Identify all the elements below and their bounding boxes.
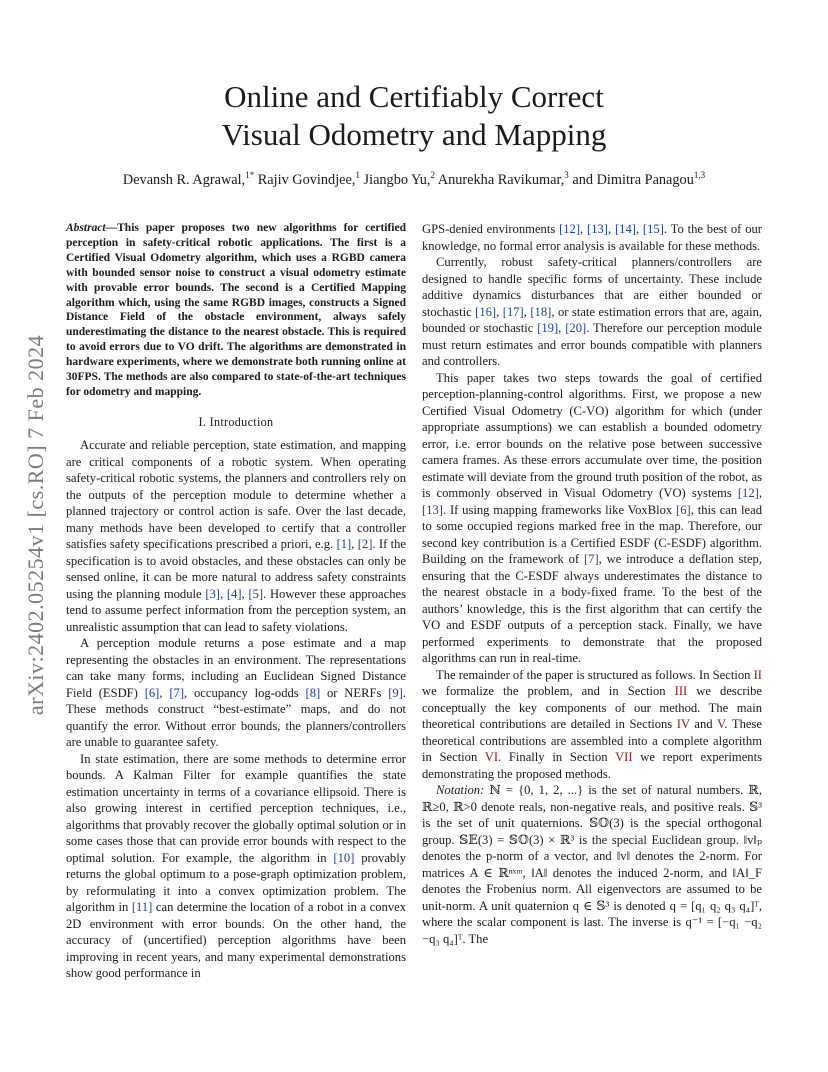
affiliation-mark: 1,3 [693, 170, 706, 181]
left-column [66, 221, 406, 982]
author-name: Anurekha Ravikumar, [435, 172, 565, 188]
section-link[interactable]: III [674, 684, 688, 698]
notation-paragraph: Notation: ℕ = {0, 1, 2, ...} is the set of natural numbers. ℝ, ℝ≥0, ℝ>0 denote reals, non-negative reals, and positive reals. 𝕊³ is the set of unit quaternions. 𝕊𝕆(3) is the special orthogonal group. 𝕊𝔼(3) = 𝕊𝕆(3) × ℝ³ is the special Euclidean group. ‖v‖ₚ denotes the p-norm of a vector, and ‖v‖ denotes the 2-norm. For matrices A ∈ ℝⁿˣᵐ, ‖A‖ denotes the induced 2-norm, and ‖A‖_F denotes the Frobenius norm. All eigenvectors are assumed to be unit-norm. A unit quaternion q ∈ 𝕊³ is denoted q = [q₁ q₂ q₃ q₄]ᵀ, where the scalar component is last. The inverse is q⁻¹ = [−q₁ −q₂ −q₃ q₄]ᵀ. The [422, 783, 762, 946]
affiliation-mark: 1 [355, 170, 360, 181]
affiliation-mark: 1* [245, 170, 255, 181]
author-name: Devansh R. Agrawal, [122, 172, 246, 188]
affiliation-mark: 2 [430, 170, 436, 181]
author-list [0, 172, 828, 189]
citation-link[interactable]: [11] [131, 900, 153, 915]
citation-link[interactable]: [15] [642, 222, 664, 236]
abstract-lead: Abstract [66, 222, 106, 234]
citation-link[interactable]: [1] [336, 537, 352, 552]
citation-link[interactable]: [19] [537, 321, 559, 335]
citation-link[interactable]: [13] [422, 502, 443, 517]
intro-paragraph-continued: GPS-denied environments [12], [13], [14], [15]. To the best of our knowledge, no formal error analysis is available for these methods. [422, 222, 762, 253]
intro-paragraph-6: The remainder of the paper is structured as follows. In Section II we formalize the problem, and in Section III we describe conceptually the key components of our method. The main theoretical contributions are detailed in Sections IV and V. These theoretical contributions are assembled into a complete algorithm in Section VI. Finally in Section VII we report experiments demonstrating the proposed methods. [422, 667, 762, 781]
citation-link[interactable]: [10] [333, 850, 355, 865]
citation-link[interactable]: [12] [737, 486, 759, 500]
citation-link[interactable]: [5] [248, 586, 264, 601]
intro-paragraph-2: A perception module returns a pose estimate and a map representing the obstacles in an environment. The representations can take many forms, including an Euclidean Signed Distance Field (ESDF) [6], [7], occupancy log-odds [8] or NERFs [9]. These methods construct “best-estimate” maps, and do not quantify the error. Without error bounds, the planners/controllers are unable to guarantee safety. [66, 636, 407, 750]
section-link[interactable]: IV [676, 717, 690, 731]
citation-link[interactable]: [7] [583, 552, 599, 566]
citation-link[interactable]: [17] [502, 304, 524, 319]
intro-paragraph-1: Accurate and reliable perception, state estimation, and mapping are critical components of a robotic system. When operating safety-critical robotic systems, the planners and controllers rely on the outputs of the perception module to determine whether a planned trajectory or control action is safe. Over the last decade, many methods have been developed to certify that a controller satisfies safety specifications prescribed a priori, e.g. [1], [2]. If the specification is to avoid obstacles, and these obstacles can only be sensed online, it can be more natural to address safety constraints using the planning module [3], [4], [5]. However these approaches tend to assume perfect information from the perception system, an unrealistic assumption that can lead to safety violations. [66, 438, 407, 634]
citation-link[interactable]: [6] [144, 685, 160, 700]
notation-lead: Notation: [436, 783, 485, 797]
section-heading-introduction: I. Introduction [198, 414, 274, 429]
affiliation-mark: 3 [564, 170, 569, 181]
citation-link[interactable]: [3] [205, 586, 220, 601]
citation-link[interactable]: [9] [388, 685, 403, 700]
citation-link[interactable]: [16] [475, 304, 497, 319]
citation-link[interactable]: [20] [565, 321, 587, 335]
intro-paragraph-3: In state estimation, there are some methods to determine error bounds. A Kalman Filter for example quantifies the state estimation uncertainty in terms of a covariance ellipsoid. There is also growing interest in certified perception techniques, i.e., algorithms that provably recover the globally optimal solution or in some cases those that can provide error bounds with respect to the optimal solution. For example, the algorithm in [10] provably returns the global optimum to a pose-graph optimization problem, by reformulating it into a convex optimization problem. The algorithm in [11] can determine the location of a robot in a convex 2D environment with error bounds. On the other hand, the accuracy of (uncertified) perception algorithms have been improving in recent years, and many experimental demonstrations show good performance in [66, 751, 407, 981]
intro-paragraph-4: Currently, robust safety-critical planners/controllers are designed to handle specific forms of uncertainty. These include additive dynamics disturbances that are either bounded or stochastic [16], [17], [18], or state estimation errors that are, again, bounded or stochastic [19], [20]. Therefore our perception module must return estimates and error bounds compatible with planners and controllers. [422, 255, 763, 368]
author-name: and Dimitra Panagou [568, 172, 694, 188]
citation-link[interactable]: [12] [559, 222, 581, 236]
abstract-text: —This paper proposes two new algorithms for certified perception in safety-critical robotic applications. The first is a Certified Visual Odometry algorithm, which uses a RGBD camera with bounded sensor noise to construct a visual odometry estimate with provable error bounds. The second is a Certified Mapping algorithm which, using the same RGBD images, constructs a Signed Distance Field of the obstacle environment, always safely underestimating the distance to the nearest obstacle. This is required to avoid errors due to VO drift. The algorithms are demonstrated in hardware experiments, where we demonstrate both running online at 30FPS. The methods are also compared to state-of-the-art techniques for odometry and mapping. [66, 222, 406, 398]
paper-title [0, 78, 828, 154]
author-name: Jiangbo Yu, [359, 172, 431, 188]
section-link[interactable]: VI [484, 750, 499, 764]
citation-link[interactable]: [8] [305, 685, 321, 700]
arxiv-sidebar [22, 290, 50, 760]
author-name: Rajiv Govindjee, [254, 172, 356, 188]
section-link[interactable]: V [716, 717, 725, 731]
citation-link[interactable]: [6] [676, 502, 691, 517]
arxiv-identifier: arXiv:2402.05254v1 [cs.RO] 7 Feb 2024 [23, 334, 48, 716]
citation-link[interactable]: [14] [614, 222, 636, 236]
citation-link[interactable]: [13] [587, 222, 608, 236]
right-column [422, 221, 762, 947]
citation-link[interactable]: [7] [169, 685, 185, 700]
title-line-2: Visual Odometry and Mapping [221, 117, 607, 152]
citation-link[interactable]: [18] [530, 304, 552, 319]
section-link[interactable]: VII [615, 750, 633, 764]
intro-paragraph-5: This paper takes two steps towards the goal of certified perception-planning-control algorithms. First, we propose a new Certified Visual Odometry (C-VO) algorithm for which (under appropriate assumptions) we can establish a bounded odometry error, i.e. error bounds on the relative pose between successive camera frames. As these errors accumulate over time, the position estimate will deviate from the ground truth position of the robot, as is commonly observed in Visual Odometry (VO) systems [12], [13]. If using mapping frameworks like VoxBlox [6], this can lead to some occupied regions marked free in the map. Therefore, our second key contribution is a Certified ESDF (C-ESDF) algorithm. Building on the framework of [7], we introduce a deflation step, ensuring that the C-ESDF always underestimates the distance to the nearest obstacle in a body-fixed frame. To the best of the authors’ knowledge, this is the first algorithm that can certify the VO and ESDF outputs of a perception stack. Finally, we have performed experiments to demonstrate that the proposed algorithms can run in real-time. [422, 370, 762, 665]
citation-link[interactable]: [4] [226, 586, 242, 601]
title-line-1: Online and Certifiably Correct [224, 79, 604, 114]
abstract [66, 221, 406, 400]
citation-link[interactable]: [2] [357, 537, 373, 552]
section-link[interactable]: II [753, 667, 762, 682]
